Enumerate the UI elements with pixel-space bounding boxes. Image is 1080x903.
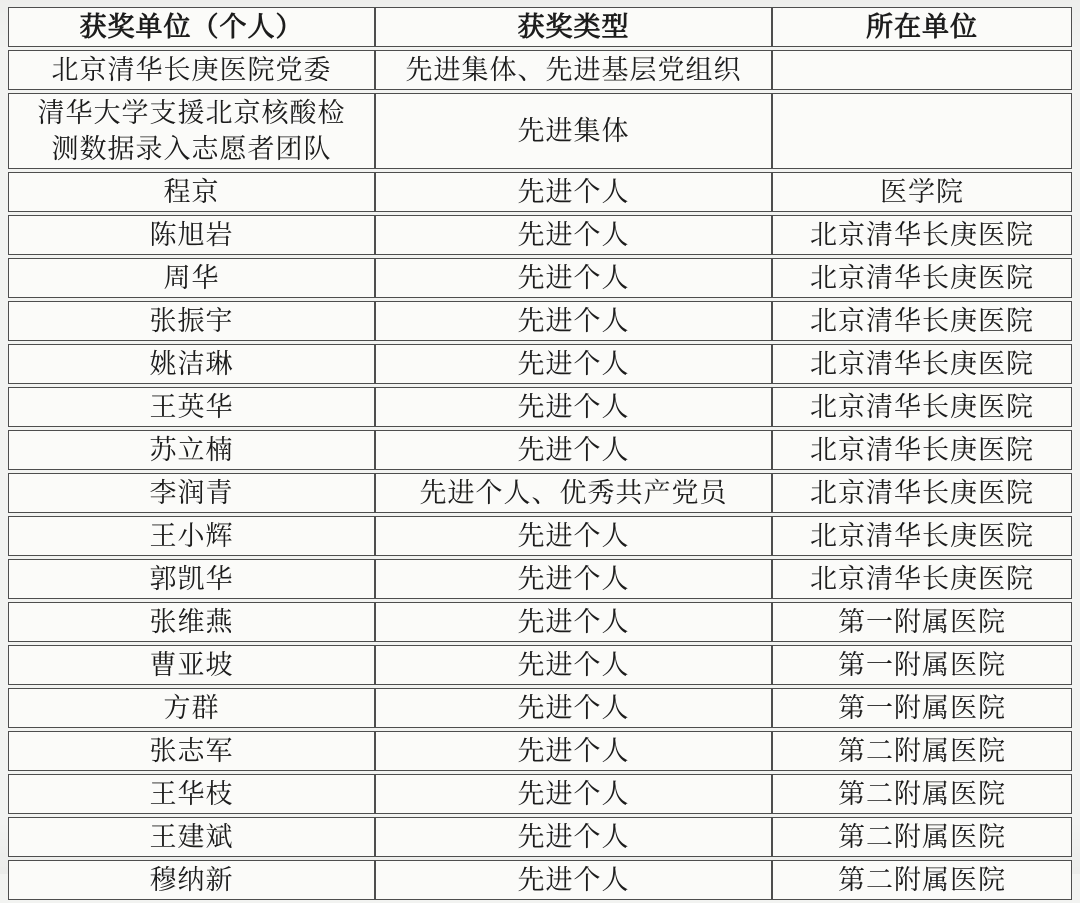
table-cell-affiliation: 北京清华长庚医院 <box>772 344 1072 384</box>
table-row <box>8 645 1072 685</box>
table-cell-award_type: 先进个人 <box>375 430 772 470</box>
table-body <box>8 50 1072 900</box>
table-row <box>8 559 1072 599</box>
table-row <box>8 774 1072 814</box>
table-cell-affiliation: 北京清华长庚医院 <box>772 387 1072 427</box>
table-cell-award_type: 先进个人 <box>375 516 772 556</box>
table-cell-award_type: 先进个人 <box>375 215 772 255</box>
table-cell-award_type: 先进个人 <box>375 172 772 212</box>
table-cell-unit: 清华大学支援北京核酸检测数据录入志愿者团队 <box>8 93 375 169</box>
table-row <box>8 731 1072 771</box>
table-cell-affiliation: 北京清华长庚医院 <box>772 430 1072 470</box>
column-header-award-type: 获奖类型 <box>375 7 772 47</box>
table-cell-award_type: 先进个人 <box>375 301 772 341</box>
table-cell-award_type: 先进个人 <box>375 387 772 427</box>
table-cell-unit: 王建斌 <box>8 817 375 857</box>
table-cell-unit: 王英华 <box>8 387 375 427</box>
table-cell-award_type: 先进个人、优秀共产党员 <box>375 473 772 513</box>
table-cell-unit: 王小辉 <box>8 516 375 556</box>
table-cell-affiliation: 第二附属医院 <box>772 731 1072 771</box>
table-row <box>8 387 1072 427</box>
table-cell-unit: 张维燕 <box>8 602 375 642</box>
table-cell-unit: 郭凯华 <box>8 559 375 599</box>
table-cell-award_type: 先进个人 <box>375 645 772 685</box>
table-cell-award_type: 先进集体、先进基层党组织 <box>375 50 772 90</box>
table-row <box>8 688 1072 728</box>
table-cell-affiliation: 北京清华长庚医院 <box>772 215 1072 255</box>
table-cell-award_type: 先进个人 <box>375 559 772 599</box>
table-cell-award_type: 先进个人 <box>375 258 772 298</box>
table-cell-award_type: 先进个人 <box>375 817 772 857</box>
table-cell-affiliation: 北京清华长庚医院 <box>772 258 1072 298</box>
table-cell-affiliation: 第一附属医院 <box>772 602 1072 642</box>
table-cell-unit: 李润青 <box>8 473 375 513</box>
table-cell-award_type: 先进个人 <box>375 688 772 728</box>
column-header-award-unit: 获奖单位（个人） <box>8 7 375 47</box>
table-row <box>8 50 1072 90</box>
table-cell-award_type: 先进个人 <box>375 602 772 642</box>
table-cell-affiliation: 第二附属医院 <box>772 774 1072 814</box>
table-cell-unit: 张志军 <box>8 731 375 771</box>
table-row <box>8 860 1072 900</box>
table-cell-affiliation <box>772 93 1072 169</box>
table-row <box>8 344 1072 384</box>
table-row <box>8 215 1072 255</box>
table-cell-affiliation: 第二附属医院 <box>772 817 1072 857</box>
table-row <box>8 430 1072 470</box>
table-cell-unit: 方群 <box>8 688 375 728</box>
table-cell-unit: 姚洁琳 <box>8 344 375 384</box>
table-cell-affiliation: 第一附属医院 <box>772 688 1072 728</box>
table-cell-unit: 苏立楠 <box>8 430 375 470</box>
table-row <box>8 516 1072 556</box>
table-cell-affiliation: 北京清华长庚医院 <box>772 301 1072 341</box>
table-cell-unit: 穆纳新 <box>8 860 375 900</box>
table-cell-affiliation: 北京清华长庚医院 <box>772 559 1072 599</box>
table-cell-award_type: 先进集体 <box>375 93 772 169</box>
table-row <box>8 817 1072 857</box>
column-header-affiliation: 所在单位 <box>772 7 1072 47</box>
table-cell-affiliation: 第一附属医院 <box>772 645 1072 685</box>
table-cell-unit: 北京清华长庚医院党委 <box>8 50 375 90</box>
table-cell-unit: 曹亚坡 <box>8 645 375 685</box>
table-cell-affiliation: 第二附属医院 <box>772 860 1072 900</box>
table-row <box>8 301 1072 341</box>
award-table <box>8 4 1072 903</box>
table-cell-unit: 程京 <box>8 172 375 212</box>
table-cell-unit: 张振宇 <box>8 301 375 341</box>
table-cell-unit: 陈旭岩 <box>8 215 375 255</box>
table-cell-unit: 王华枝 <box>8 774 375 814</box>
table-row <box>8 258 1072 298</box>
table-cell-affiliation: 北京清华长庚医院 <box>772 516 1072 556</box>
table-cell-unit: 周华 <box>8 258 375 298</box>
table-cell-affiliation: 医学院 <box>772 172 1072 212</box>
table-cell-award_type: 先进个人 <box>375 731 772 771</box>
table-row <box>8 93 1072 169</box>
table-cell-affiliation <box>772 50 1072 90</box>
table-row <box>8 473 1072 513</box>
header-row <box>8 7 1072 47</box>
table-row <box>8 172 1072 212</box>
table-cell-affiliation: 北京清华长庚医院 <box>772 473 1072 513</box>
table-row <box>8 602 1072 642</box>
table-cell-award_type: 先进个人 <box>375 774 772 814</box>
table-cell-award_type: 先进个人 <box>375 344 772 384</box>
table-cell-award_type: 先进个人 <box>375 860 772 900</box>
